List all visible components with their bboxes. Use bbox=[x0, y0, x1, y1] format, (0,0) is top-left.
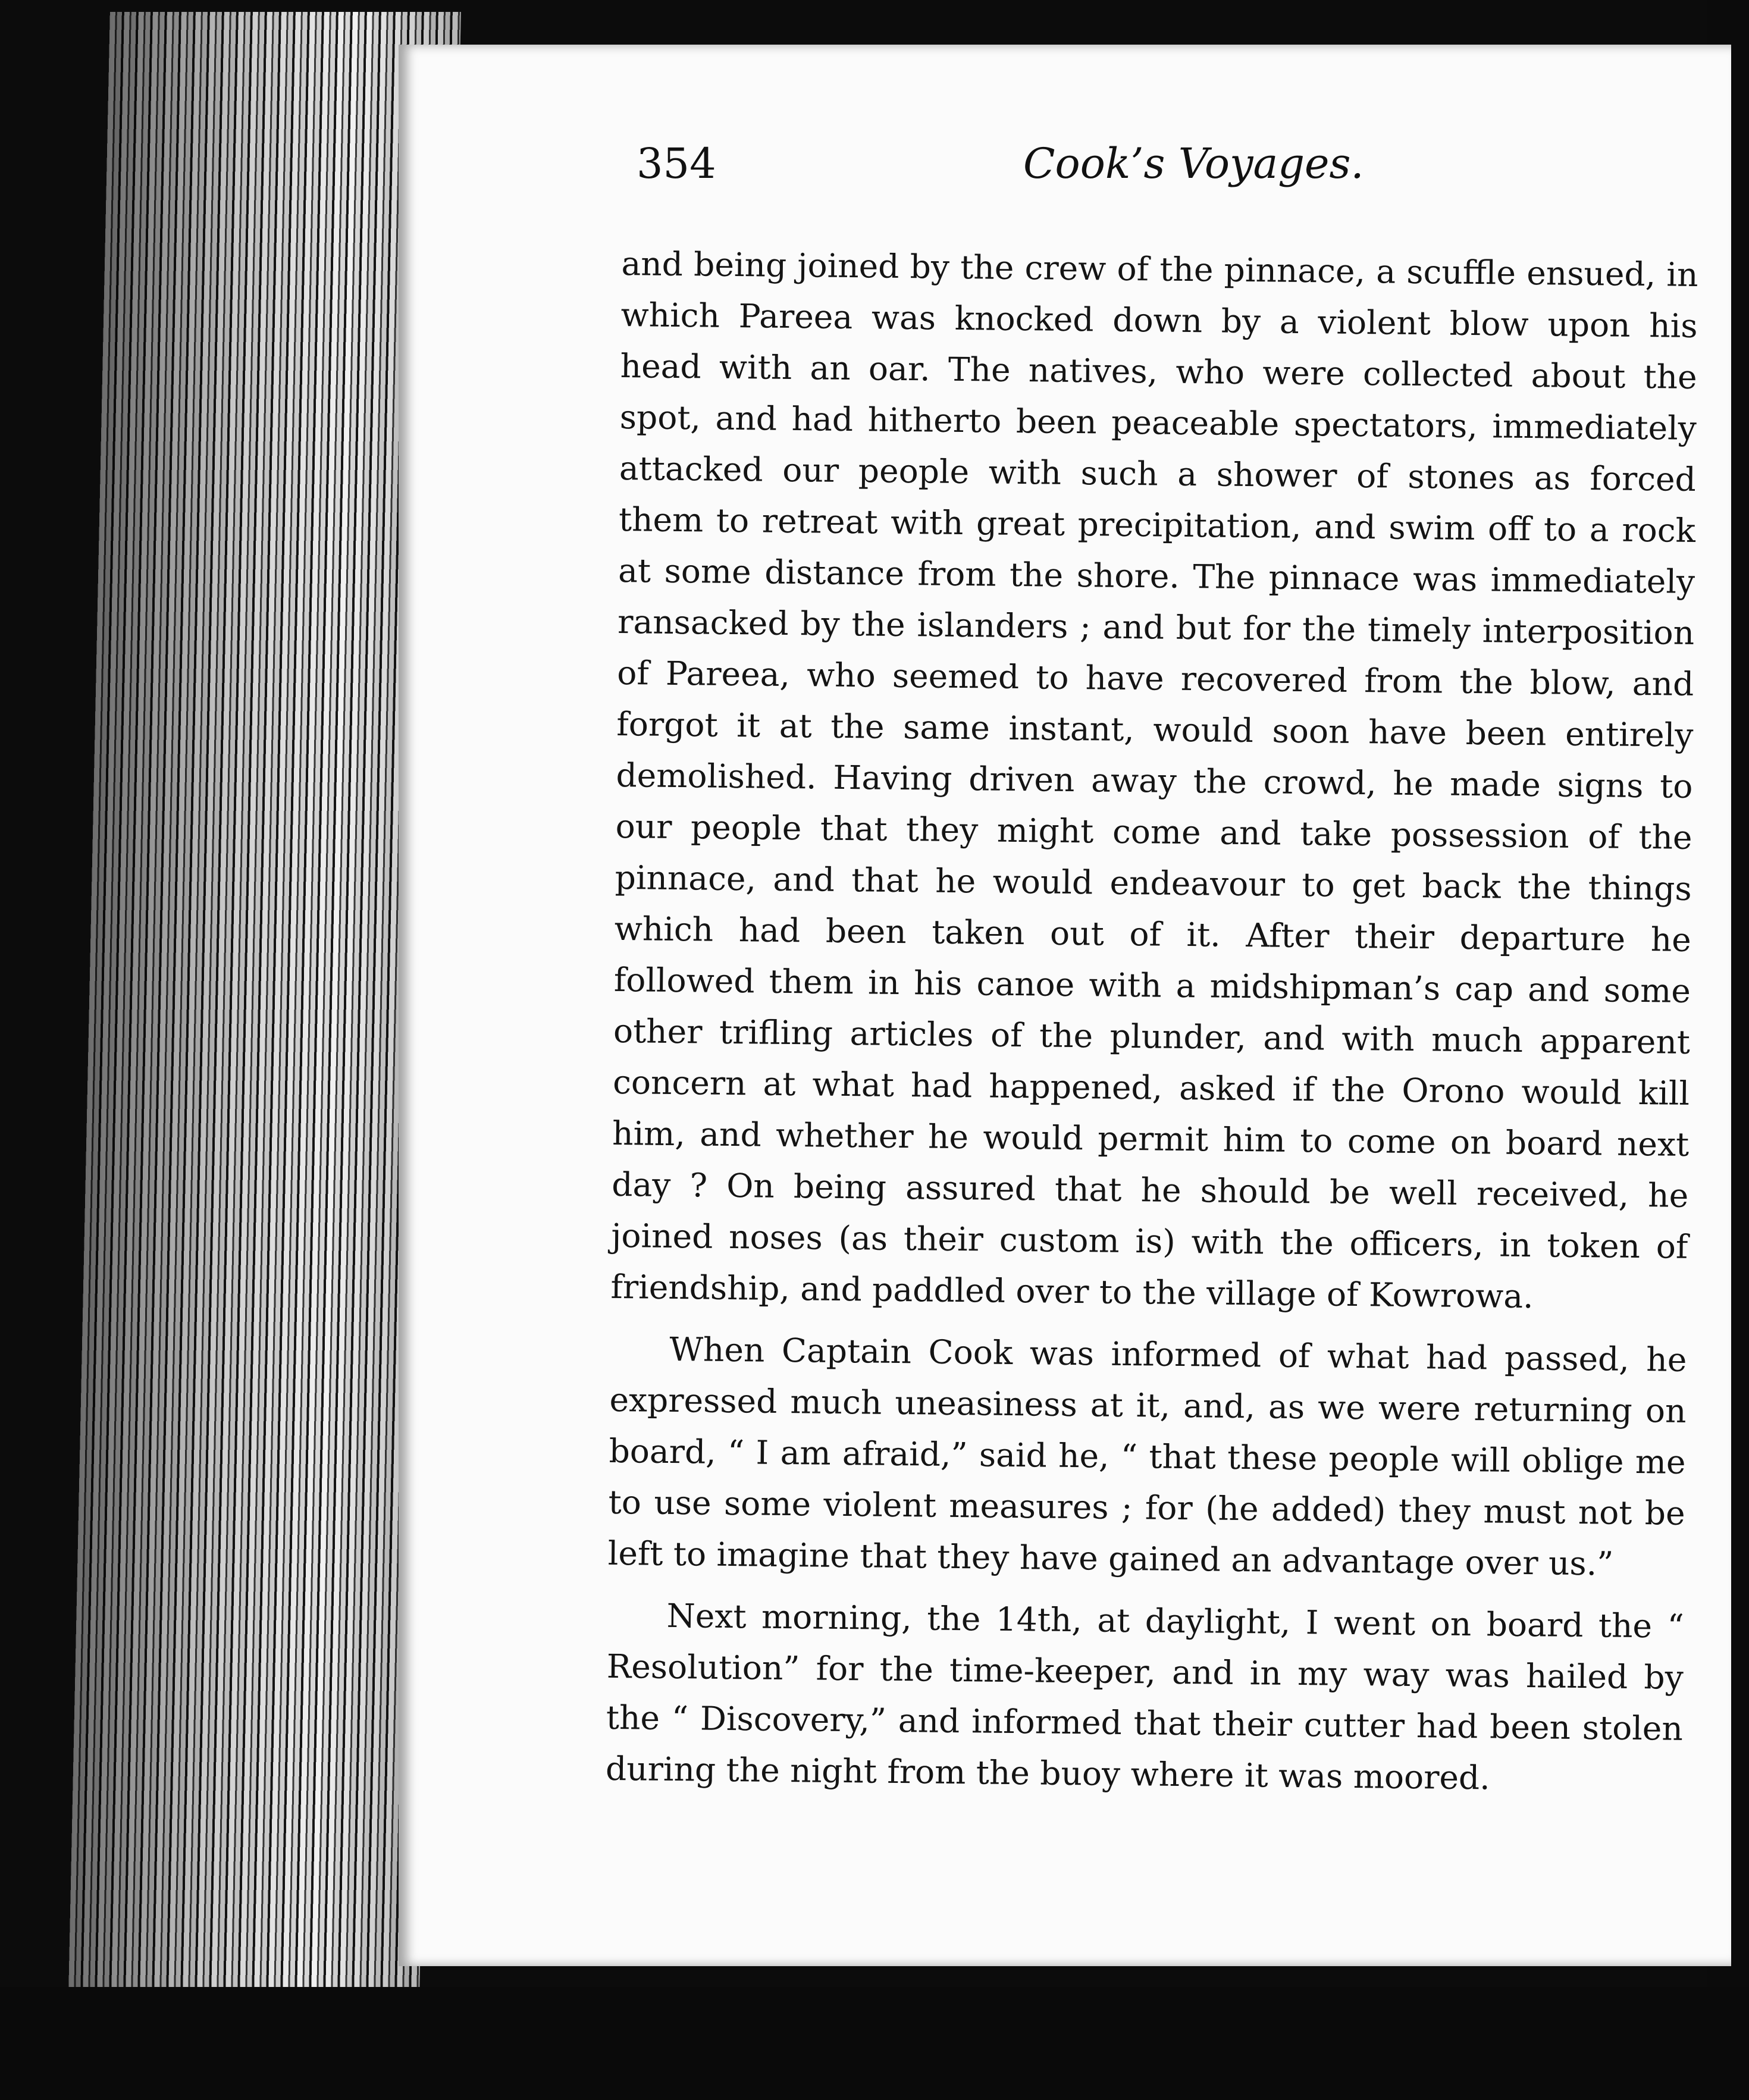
paragraph: Next morning, the 14th, at daylight, I went on board the “ Resolution” for the time-keeper, and in my way was hailed by the “ Discovery,” and informed that their cutter had been stolen during the night from the buoy where it was moored. bbox=[605, 1596, 1684, 1797]
bottom-background bbox=[0, 1987, 1749, 2100]
page-number: 354 bbox=[637, 139, 716, 188]
paragraph: and being joined by the crew of the pinnace, a scuffle ensued, in which Pareea was knocked down by a violent blow upon his head with an oar. The natives, who were collected about the spot, and had hitherto been peaceable spectators, immediately attacked our people with such a shower of stones as forced them to retreat with great precipitation, and swim off to a rock at some distance from the shore. The pinnace was immediately ransacked by the islanders ; and but for the timely interposition of Pareea, who seemed to have recovered from the blow, and forgot it at the same instant, would soon have been entirely demolished. Having driven away the crowd, he made signs to our people that they might come and take possession of the pinnace, and that he would endeavour to get back the things which had been taken out of it. After their departure he followed them in his canoe with a midshipman’s cap and some other trifling articles of the plunder, and with much apparent concern at what had happened, asked if the Orono would kill him, and whether he would permit him to come on board next day ? On being assured that he should be well received, he joined noses (as their custom is) with the officers, in token of friendship, and paddled over to the village of Kowrowa. bbox=[610, 244, 1698, 1316]
body-text bbox=[605, 238, 1698, 1816]
page-header bbox=[637, 139, 1364, 214]
running-head: Cook’s Voyages. bbox=[1023, 139, 1364, 188]
paragraph: When Captain Cook was informed of what had passed, he expressed much uneasiness at it, and, as we were returning on board, “ I am afraid,” said he, “ that these people will oblige me to use some violent measures ; for (he added) they must not be left to imagine that they have gained an advantage over us.” bbox=[607, 1330, 1687, 1583]
